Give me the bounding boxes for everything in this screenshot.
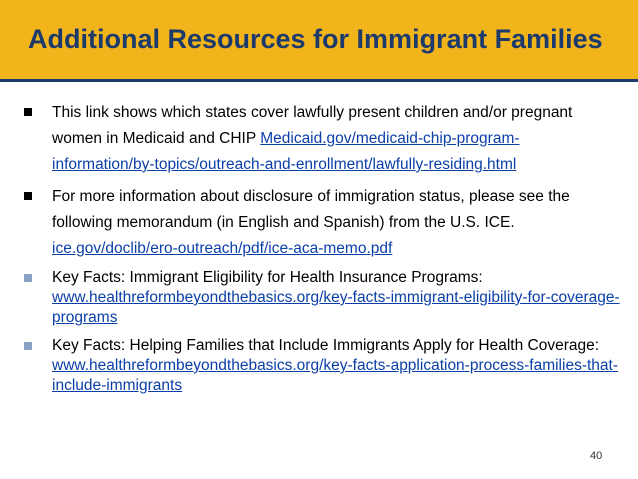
square-bullet-icon	[24, 192, 32, 200]
bullet-text: Key Facts: Immigrant Eligibility for Health Insurance Programs:	[52, 269, 483, 286]
application-link[interactable]: www.healthreformbeyondthebasics.org/key-facts-application-process-families-that-include-immigrants	[52, 357, 618, 394]
bullet-text: Key Facts: Helping Families that Include Immigrants Apply for Health Coverage:	[52, 337, 600, 354]
bullet-item-ice	[22, 184, 622, 262]
eligibility-link[interactable]: www.healthreformbeyondthebasics.org/key-facts-immigrant-eligibility-for-coverage-programs	[52, 289, 620, 326]
ice-memo-link[interactable]: ice.gov/doclib/ero-outreach/pdf/ice-aca-memo.pdf	[52, 240, 393, 257]
bullet-text: This link shows which states cover lawfully present children and/or pregnant women in Medicaid and CHIP	[52, 104, 573, 147]
title-bar	[0, 0, 638, 79]
title-underline	[0, 79, 638, 82]
square-bullet-icon	[24, 274, 32, 282]
square-bullet-icon	[24, 108, 32, 116]
bullet-item-medicaid	[22, 100, 622, 178]
medicaid-link[interactable]: Medicaid.gov/medicaid-chip-program-information/by-topics/outreach-and-enrollment/lawfully-residing.html	[52, 130, 520, 173]
square-bullet-icon	[24, 342, 32, 350]
slide-title: Additional Resources for Immigrant Families	[28, 24, 603, 54]
page-number: 40	[590, 450, 603, 462]
bullet-text: For more information about disclosure of immigration status, please see the following memorandum (in English and Spanish) from the U.S. ICE.	[52, 188, 570, 231]
bullet-item-eligibility	[22, 268, 622, 328]
bullet-item-application	[22, 336, 622, 396]
bullet-list	[22, 100, 622, 404]
